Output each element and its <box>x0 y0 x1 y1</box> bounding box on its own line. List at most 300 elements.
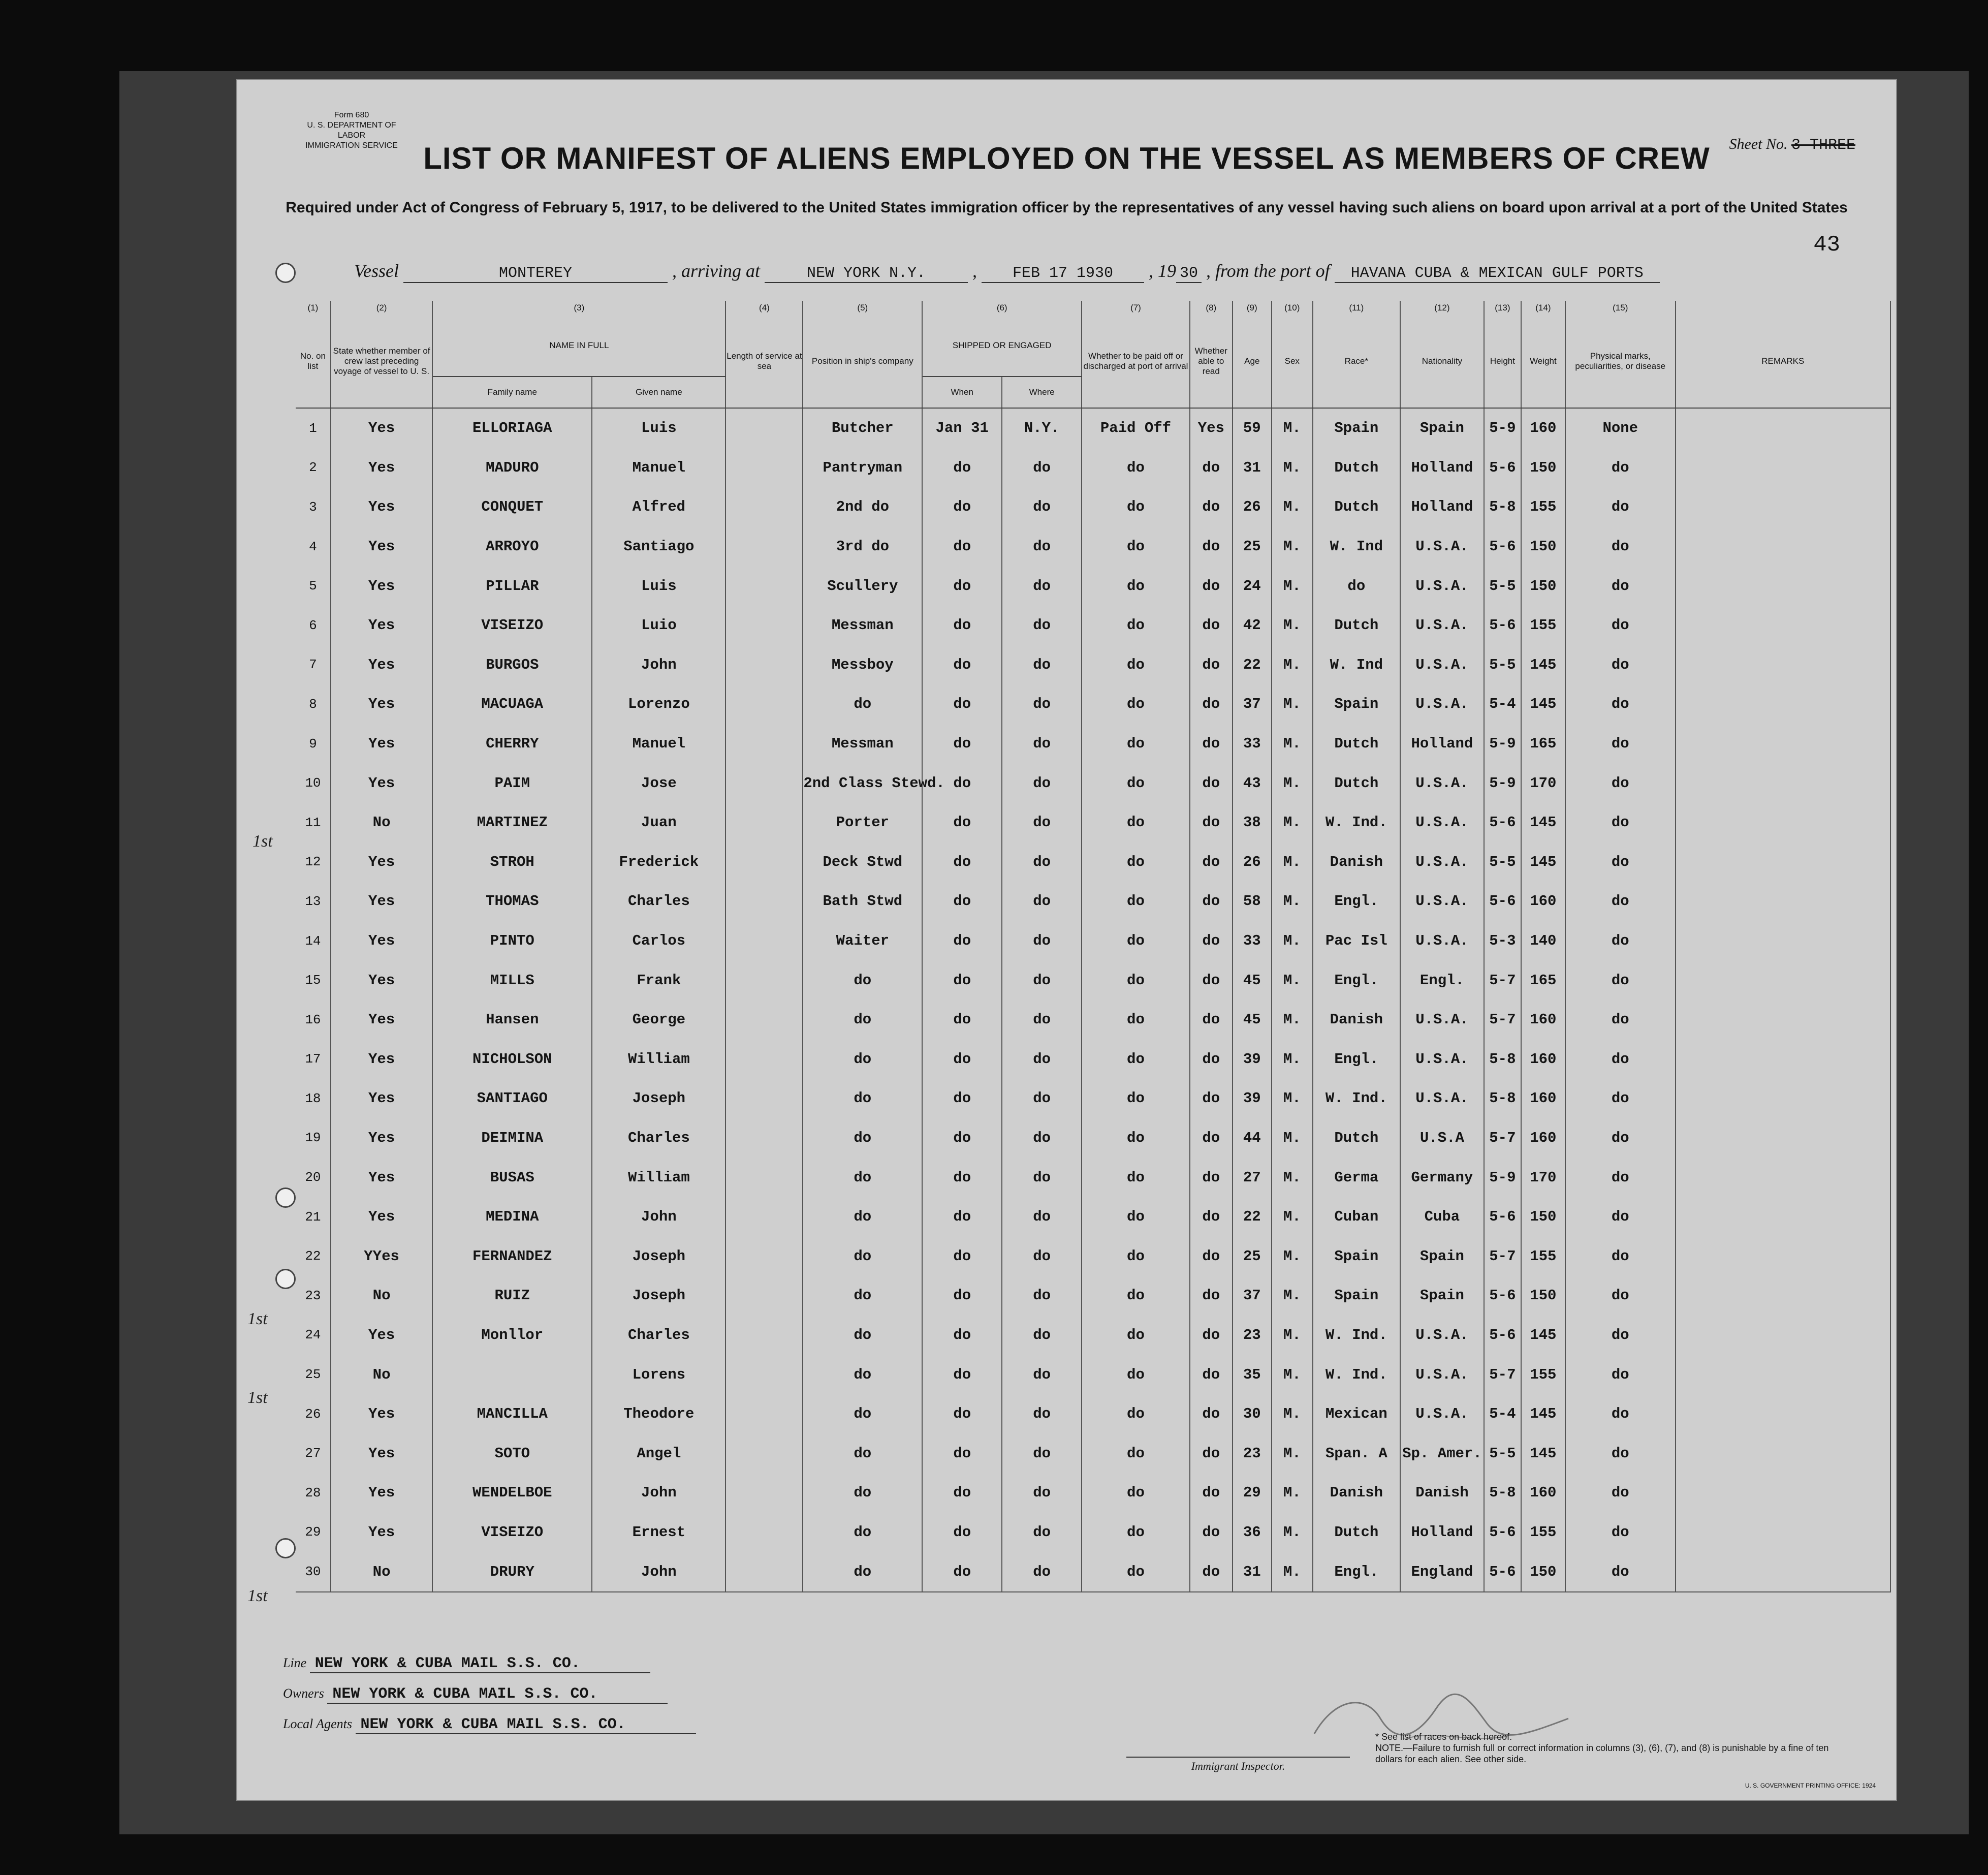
table-cell: Mexican <box>1313 1394 1400 1434</box>
table-cell: do <box>1190 684 1233 724</box>
col-num: (9) <box>1233 301 1272 315</box>
table-cell: M. <box>1272 803 1313 842</box>
table-row <box>296 724 1890 764</box>
table-cell: 31 <box>1233 448 1272 488</box>
table-cell: N.Y. <box>1002 408 1082 448</box>
cell-list-number: 16 <box>296 1000 331 1040</box>
table-cell: Yes <box>331 1118 432 1158</box>
table-cell: 5-6 <box>1484 1197 1521 1237</box>
table-cell: do <box>1082 1316 1190 1355</box>
table-cell: do <box>1082 1040 1190 1079</box>
table-cell: do <box>1565 1552 1676 1592</box>
cell-list-number: 2 <box>296 448 331 488</box>
agents-label: Local Agents <box>283 1716 353 1731</box>
table-cell: do <box>1082 1276 1190 1316</box>
table-cell: BURGOS <box>432 645 592 685</box>
table-cell: M. <box>1272 842 1313 882</box>
table-cell: 5-4 <box>1484 684 1521 724</box>
header-nationality: Nationality <box>1400 315 1484 408</box>
table-row <box>296 803 1890 842</box>
table-cell: Germa <box>1313 1158 1400 1197</box>
table-cell: do <box>1565 1394 1676 1434</box>
cell-list-number: 14 <box>296 921 331 961</box>
table-cell: Yes <box>331 1433 432 1473</box>
table-cell: do <box>1565 763 1676 803</box>
table-cell <box>725 882 803 921</box>
header-remarks: REMARKS <box>1676 315 1890 408</box>
table-cell: do <box>1082 1158 1190 1197</box>
table-cell: 45 <box>1233 960 1272 1000</box>
table-cell <box>1676 1197 1890 1237</box>
table-cell: do <box>1190 1040 1233 1079</box>
table-cell: M. <box>1272 527 1313 567</box>
table-cell: None <box>1565 408 1676 448</box>
table-cell: do <box>1190 566 1233 606</box>
table-cell <box>725 842 803 882</box>
table-cell: Luis <box>592 566 725 606</box>
table-row <box>296 1355 1890 1394</box>
table-cell: do <box>1082 1118 1190 1158</box>
table-cell: Yes <box>331 960 432 1000</box>
table-cell: 26 <box>1233 842 1272 882</box>
table-row <box>296 408 1890 448</box>
table-cell: do <box>922 1355 1002 1394</box>
table-cell: do <box>922 1197 1002 1237</box>
table-cell <box>725 1236 803 1276</box>
punch-hole <box>275 263 296 283</box>
table-cell: 23 <box>1233 1316 1272 1355</box>
table-cell: 155 <box>1521 1513 1565 1552</box>
page-number: 43 <box>1813 232 1840 258</box>
punch-hole <box>275 1188 296 1208</box>
table-cell: ARROYO <box>432 527 592 567</box>
table-cell: 5-5 <box>1484 1433 1521 1473</box>
document-title: LIST OR MANIFEST OF ALIENS EMPLOYED ON THE VESSEL AS MEMBERS OF CREW <box>423 141 1710 175</box>
table-cell: do <box>1565 1197 1676 1237</box>
table-cell: do <box>1190 842 1233 882</box>
header-name-in-full: NAME IN FULL <box>432 315 725 377</box>
table-cell: Messboy <box>803 645 922 685</box>
table-cell: do <box>1002 1355 1082 1394</box>
table-cell: M. <box>1272 1118 1313 1158</box>
table-cell: do <box>1002 1197 1082 1237</box>
table-cell: No <box>331 1355 432 1394</box>
table-cell: U.S.A. <box>1400 566 1484 606</box>
table-cell: PILLAR <box>432 566 592 606</box>
table-cell: do <box>1565 960 1676 1000</box>
table-cell <box>1676 527 1890 567</box>
table-cell: do <box>1565 1079 1676 1118</box>
table-cell: 5-8 <box>1484 1079 1521 1118</box>
table-cell: do <box>1002 1316 1082 1355</box>
table-cell: U.S.A. <box>1400 803 1484 842</box>
table-cell: 150 <box>1521 566 1565 606</box>
table-cell: M. <box>1272 921 1313 961</box>
table-cell: U.S.A. <box>1400 763 1484 803</box>
table-cell: 165 <box>1521 960 1565 1000</box>
cell-list-number: 17 <box>296 1040 331 1079</box>
line-label: Line <box>283 1655 307 1670</box>
table-cell: 160 <box>1521 1473 1565 1513</box>
table-cell: do <box>1190 1158 1233 1197</box>
cell-list-number: 27 <box>296 1433 331 1473</box>
table-cell <box>1676 1276 1890 1316</box>
table-cell: Yes <box>331 1158 432 1197</box>
cell-list-number: 15 <box>296 960 331 1000</box>
table-cell: Carlos <box>592 921 725 961</box>
table-cell: Spain <box>1313 408 1400 448</box>
cell-list-number: 3 <box>296 487 331 527</box>
table-cell <box>1676 1000 1890 1040</box>
table-cell: do <box>1313 566 1400 606</box>
table-cell: 5-6 <box>1484 448 1521 488</box>
table-cell: 5-7 <box>1484 1000 1521 1040</box>
table-cell: Lorenzo <box>592 684 725 724</box>
table-cell <box>1676 960 1890 1000</box>
table-cell <box>725 1433 803 1473</box>
table-cell: do <box>1002 842 1082 882</box>
table-cell: Paid Off <box>1082 408 1190 448</box>
table-cell: Yes <box>1190 408 1233 448</box>
table-row <box>296 1394 1890 1434</box>
table-cell: do <box>1082 763 1190 803</box>
cell-list-number: 28 <box>296 1473 331 1513</box>
table-cell: Yes <box>331 408 432 448</box>
table-cell: do <box>1082 842 1190 882</box>
table-cell: do <box>1002 1433 1082 1473</box>
table-cell: M. <box>1272 1000 1313 1040</box>
table-cell: Engl. <box>1313 1040 1400 1079</box>
header-given-name: Given name <box>592 377 725 408</box>
table-cell: U.S.A. <box>1400 606 1484 645</box>
table-cell: 25 <box>1233 1236 1272 1276</box>
table-cell: Spain <box>1400 1236 1484 1276</box>
table-cell: do <box>803 1000 922 1040</box>
table-cell: U.S.A. <box>1400 527 1484 567</box>
year-prefix: , 19 <box>1149 261 1176 281</box>
table-cell: do <box>1082 1473 1190 1513</box>
table-cell: do <box>1565 1158 1676 1197</box>
col-num: (6) <box>922 301 1082 315</box>
table-cell: Engl. <box>1313 960 1400 1000</box>
table-cell: do <box>803 1513 922 1552</box>
table-cell: Yes <box>331 1394 432 1434</box>
table-cell: Bath Stwd <box>803 882 922 921</box>
table-cell: do <box>1002 448 1082 488</box>
table-cell <box>725 1552 803 1592</box>
table-cell: M. <box>1272 1316 1313 1355</box>
cell-list-number: 30 <box>296 1552 331 1592</box>
table-cell: do <box>922 684 1002 724</box>
table-cell: do <box>1002 803 1082 842</box>
table-cell: Dutch <box>1313 724 1400 764</box>
table-cell: 160 <box>1521 1000 1565 1040</box>
table-cell: do <box>1082 566 1190 606</box>
table-cell: CHERRY <box>432 724 592 764</box>
table-cell <box>1676 921 1890 961</box>
table-cell: 5-7 <box>1484 1118 1521 1158</box>
column-number-row <box>296 301 1890 315</box>
footer-line <box>283 1655 650 1673</box>
table-cell: U.S.A. <box>1400 1394 1484 1434</box>
table-cell: do <box>803 1079 922 1118</box>
footer-notes <box>1375 1731 1843 1765</box>
table-cell: VISEIZO <box>432 1513 592 1552</box>
table-cell: 5-7 <box>1484 1236 1521 1276</box>
table-cell: do <box>1190 1276 1233 1316</box>
header-weight: Weight <box>1521 315 1565 408</box>
table-cell: 2nd Class Stewd. <box>803 763 922 803</box>
table-cell: do <box>1565 1473 1676 1513</box>
table-cell: Yes <box>331 724 432 764</box>
table-cell: do <box>1190 1197 1233 1237</box>
table-cell <box>725 1473 803 1513</box>
table-cell: William <box>592 1040 725 1079</box>
table-cell: M. <box>1272 448 1313 488</box>
header-length-of-service: Length of service at sea <box>725 315 803 408</box>
table-row <box>296 1000 1890 1040</box>
table-cell: do <box>1565 1000 1676 1040</box>
table-cell: do <box>922 960 1002 1000</box>
table-cell <box>1676 724 1890 764</box>
table-cell: do <box>1002 684 1082 724</box>
table-cell <box>725 960 803 1000</box>
table-cell: DRURY <box>432 1552 592 1592</box>
table-cell: Yes <box>331 606 432 645</box>
cell-list-number: 1 <box>296 408 331 448</box>
table-cell: Jan 31 <box>922 408 1002 448</box>
table-cell: 5-5 <box>1484 842 1521 882</box>
table-cell <box>725 1394 803 1434</box>
vessel-name: MONTEREY <box>403 265 668 283</box>
table-cell: W. Ind <box>1313 645 1400 685</box>
table-cell: do <box>922 1276 1002 1316</box>
table-cell: Hansen <box>432 1000 592 1040</box>
table-cell <box>725 566 803 606</box>
table-cell: Yes <box>331 1513 432 1552</box>
table-cell: 5-4 <box>1484 1394 1521 1434</box>
table-cell: M. <box>1272 1276 1313 1316</box>
table-row <box>296 1040 1890 1079</box>
note-races: * See list of races on back hereof. <box>1375 1732 1512 1742</box>
table-cell: do <box>1002 487 1082 527</box>
column-header-row <box>296 315 1890 377</box>
table-cell: do <box>1565 448 1676 488</box>
table-cell: No <box>331 1552 432 1592</box>
table-cell: do <box>1190 645 1233 685</box>
table-cell: do <box>1002 724 1082 764</box>
table-cell: 5-6 <box>1484 606 1521 645</box>
table-cell: Cuba <box>1400 1197 1484 1237</box>
table-cell: 145 <box>1521 1394 1565 1434</box>
table-cell <box>725 1079 803 1118</box>
table-cell: M. <box>1272 1513 1313 1552</box>
table-cell: FERNANDEZ <box>432 1236 592 1276</box>
table-cell: Ernest <box>592 1513 725 1552</box>
cell-list-number: 8 <box>296 684 331 724</box>
cell-list-number: 26 <box>296 1394 331 1434</box>
table-cell <box>725 448 803 488</box>
table-cell: 35 <box>1233 1355 1272 1394</box>
table-cell: do <box>1082 1079 1190 1118</box>
table-cell: 39 <box>1233 1040 1272 1079</box>
table-cell: U.S.A. <box>1400 1355 1484 1394</box>
table-cell: 5-5 <box>1484 645 1521 685</box>
footer-owners <box>283 1685 668 1704</box>
cell-list-number: 5 <box>296 566 331 606</box>
table-cell: YYes <box>331 1236 432 1276</box>
table-cell: do <box>1082 1433 1190 1473</box>
table-cell: do <box>1565 842 1676 882</box>
table-cell: 59 <box>1233 408 1272 448</box>
table-cell: 22 <box>1233 1197 1272 1237</box>
table-cell: 145 <box>1521 1316 1565 1355</box>
table-cell <box>1676 448 1890 488</box>
table-row <box>296 645 1890 685</box>
table-row <box>296 566 1890 606</box>
table-cell: do <box>1002 1040 1082 1079</box>
table-cell: 5-9 <box>1484 408 1521 448</box>
table-cell: do <box>803 1355 922 1394</box>
table-cell: 150 <box>1521 1552 1565 1592</box>
col-num: (12) <box>1400 301 1484 315</box>
table-cell: Holland <box>1400 1513 1484 1552</box>
table-cell <box>1676 1473 1890 1513</box>
table-cell: Jose <box>592 763 725 803</box>
table-cell: do <box>1002 763 1082 803</box>
table-cell: Cuban <box>1313 1197 1400 1237</box>
table-cell: Frank <box>592 960 725 1000</box>
table-row <box>296 527 1890 567</box>
owners-value: NEW YORK & CUBA MAIL S.S. CO. <box>327 1685 668 1704</box>
header-position: Position in ship's company <box>803 315 922 408</box>
table-cell: Messman <box>803 724 922 764</box>
table-cell <box>1676 1040 1890 1079</box>
table-row <box>296 684 1890 724</box>
table-cell: do <box>1190 1433 1233 1473</box>
cell-list-number: 13 <box>296 882 331 921</box>
header-no-on-list: No. on list <box>296 315 331 408</box>
table-cell: do <box>922 606 1002 645</box>
header-age: Age <box>1233 315 1272 408</box>
year-value: 30 <box>1176 265 1202 283</box>
table-cell: do <box>1082 1236 1190 1276</box>
table-cell: 5-3 <box>1484 921 1521 961</box>
from-port: HAVANA CUBA & MEXICAN GULF PORTS <box>1335 265 1660 283</box>
table-cell: 29 <box>1233 1473 1272 1513</box>
table-row <box>296 487 1890 527</box>
table-cell: M. <box>1272 1473 1313 1513</box>
service-name: IMMIGRATION SERVICE <box>305 141 398 150</box>
table-cell: do <box>922 1552 1002 1592</box>
table-cell: Spain <box>1313 684 1400 724</box>
table-row <box>296 882 1890 921</box>
table-cell: 140 <box>1521 921 1565 961</box>
table-cell: Holland <box>1400 724 1484 764</box>
table-cell: do <box>922 921 1002 961</box>
table-cell: do <box>1190 1236 1233 1276</box>
table-cell <box>725 921 803 961</box>
header-physical-marks: Physical marks, peculiarities, or disease <box>1565 315 1676 408</box>
table-cell: Engl. <box>1313 1552 1400 1592</box>
table-cell: U.S.A. <box>1400 842 1484 882</box>
table-cell: Dutch <box>1313 763 1400 803</box>
table-cell: do <box>922 487 1002 527</box>
table-cell: 25 <box>1233 527 1272 567</box>
table-cell: WENDELBOE <box>432 1473 592 1513</box>
table-cell: Sp. Amer. <box>1400 1433 1484 1473</box>
table-cell: do <box>1190 1316 1233 1355</box>
table-cell: do <box>1082 1394 1190 1434</box>
table-cell: M. <box>1272 882 1313 921</box>
table-cell <box>725 1158 803 1197</box>
table-cell: NICHOLSON <box>432 1040 592 1079</box>
table-cell: do <box>1082 724 1190 764</box>
table-cell: 5-9 <box>1484 763 1521 803</box>
table-cell: John <box>592 645 725 685</box>
cell-list-number: 6 <box>296 606 331 645</box>
table-cell: do <box>1565 1433 1676 1473</box>
header-height: Height <box>1484 315 1521 408</box>
table-cell: do <box>1565 921 1676 961</box>
table-cell: Yes <box>331 842 432 882</box>
table-cell: do <box>803 1118 922 1158</box>
table-cell <box>1676 487 1890 527</box>
table-cell <box>432 1355 592 1394</box>
table-cell <box>1676 1355 1890 1394</box>
cell-list-number: 18 <box>296 1079 331 1118</box>
table-cell: do <box>1082 606 1190 645</box>
table-cell: 38 <box>1233 803 1272 842</box>
table-cell: M. <box>1272 645 1313 685</box>
table-cell <box>1676 1079 1890 1118</box>
table-row <box>296 448 1890 488</box>
table-cell: do <box>1565 1513 1676 1552</box>
cell-list-number: 9 <box>296 724 331 764</box>
table-cell <box>1676 842 1890 882</box>
table-cell <box>725 1513 803 1552</box>
table-cell: THOMAS <box>432 882 592 921</box>
header-able-to-read: Whether able to read <box>1190 315 1233 408</box>
table-cell: Holland <box>1400 448 1484 488</box>
table-cell: do <box>1082 1000 1190 1040</box>
table-row <box>296 1197 1890 1237</box>
table-cell <box>1676 645 1890 685</box>
table-cell: No <box>331 1276 432 1316</box>
table-cell <box>725 606 803 645</box>
table-cell: Frederick <box>592 842 725 882</box>
table-cell: 33 <box>1233 921 1272 961</box>
department-name: U. S. DEPARTMENT OF LABOR <box>307 121 396 140</box>
table-cell: do <box>922 763 1002 803</box>
table-cell: Charles <box>592 1118 725 1158</box>
table-cell <box>725 1040 803 1079</box>
table-cell: Santiago <box>592 527 725 567</box>
table-cell: U.S.A. <box>1400 645 1484 685</box>
cell-list-number: 25 <box>296 1355 331 1394</box>
table-cell: 5-6 <box>1484 1276 1521 1316</box>
table-cell: M. <box>1272 1355 1313 1394</box>
table-cell: M. <box>1272 1158 1313 1197</box>
table-cell: 24 <box>1233 566 1272 606</box>
table-cell: U.S.A. <box>1400 1079 1484 1118</box>
cell-list-number: 21 <box>296 1197 331 1237</box>
table-cell: do <box>1190 1473 1233 1513</box>
table-cell: 145 <box>1521 842 1565 882</box>
table-cell: do <box>1565 1040 1676 1079</box>
sheet-label: Sheet No. <box>1729 136 1788 152</box>
table-cell: U.S.A. <box>1400 684 1484 724</box>
